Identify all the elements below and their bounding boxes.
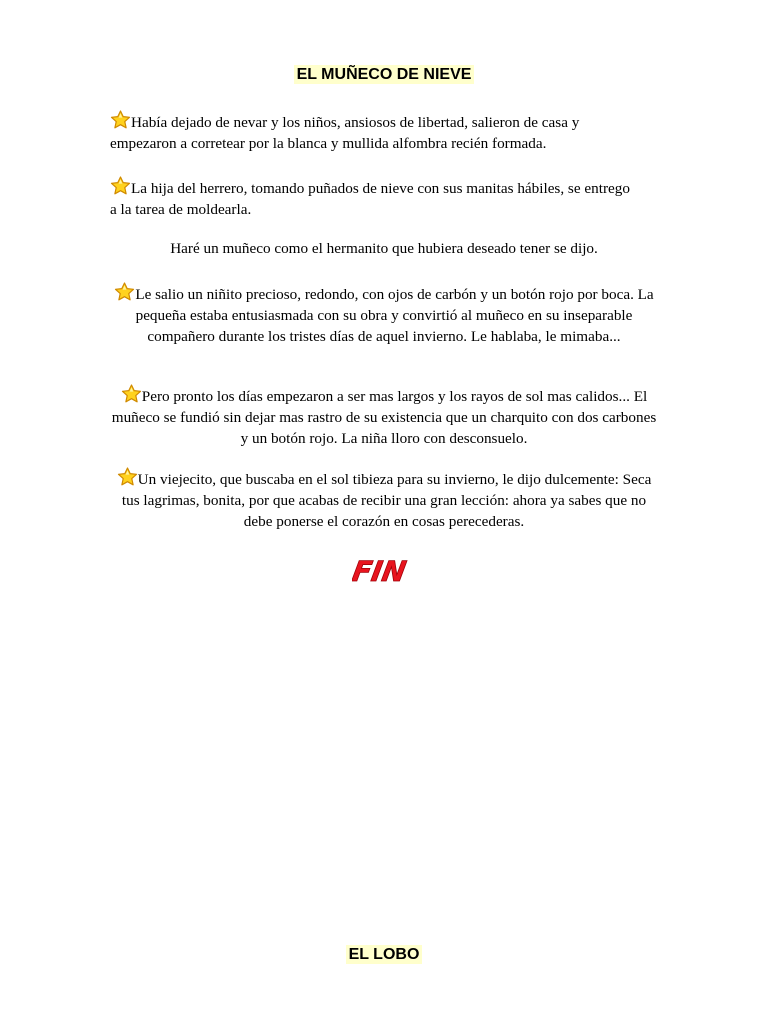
paragraph-1: Había dejado de nevar y los niños, ansiosos de libertad, salieron de casa y empezaron a corretear por la blanca y mullida alfombra recién formada. xyxy=(110,110,640,154)
star-icon xyxy=(121,384,142,403)
next-story-title-text: EL LOBO xyxy=(346,945,423,964)
star-icon xyxy=(114,282,135,301)
paragraph-6: Un viejecito, que buscaba en el sol tibieza para su invierno, le dijo dulcemente: Seca tus lagrimas, bonita, por que acabas de recibir una gran lección: ahora ya sabes que no debe ponerse el corazón en cosas perecederas. xyxy=(106,467,662,532)
fin-wordart xyxy=(352,553,420,587)
fin-text: FIN xyxy=(352,555,409,587)
story-title-text: EL MUÑECO DE NIEVE xyxy=(294,65,475,84)
paragraph-2: La hija del herrero, tomando puñados de nieve con sus manitas hábiles, se entrego a la tarea de moldearla. xyxy=(110,176,640,220)
star-icon xyxy=(110,110,131,129)
star-icon xyxy=(110,176,131,195)
paragraph-3: Haré un muñeco como el hermanito que hubiera deseado tener se dijo. xyxy=(170,240,598,257)
paragraph-4: Le salio un niñito precioso, redondo, con ojos de carbón y un botón rojo por boca. La pequeña estaba entusiasmada con su obra y convirtió al muñeco en su inseparable compañero durante los tristes días de aquel invierno. Le hablaba, le mimaba... xyxy=(110,282,658,347)
story-title xyxy=(0,65,768,85)
paragraph-5: Pero pronto los días empezaron a ser mas largos y los rayos de sol mas calidos... El muñeco se fundió sin dejar mas rastro de su existencia que un charquito con dos carbones y un botón rojo. La niña lloro con desconsuelo. xyxy=(108,384,660,449)
star-icon xyxy=(117,467,138,486)
next-story-title xyxy=(0,945,768,965)
